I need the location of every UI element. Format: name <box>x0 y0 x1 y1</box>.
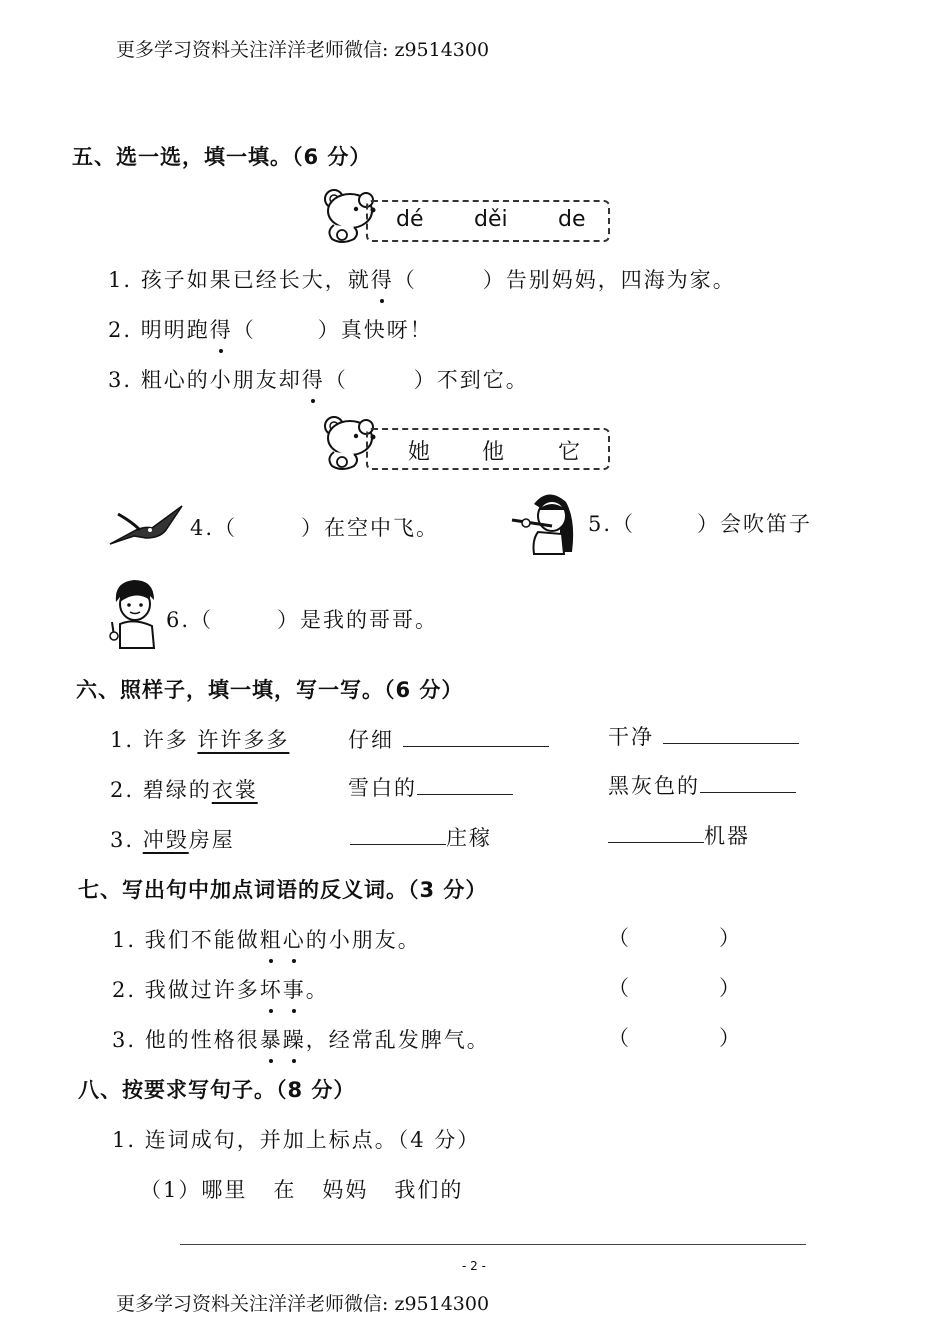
s5-question-6: 6.（ ）是我的哥哥。 <box>166 608 439 632</box>
swallow-bird-icon <box>106 500 186 550</box>
s8-sub1: 1. 连词成句，并加上标点。（4 分） <box>112 1128 481 1152</box>
s6-row1-example: 1. 许多 许许多多 <box>110 728 290 752</box>
section8-title: 八、按要求写句子。（8 分） <box>78 1078 356 1102</box>
s7-answer-3: （ ） <box>608 1026 742 1050</box>
s7-answer-2: （ ） <box>608 976 742 1000</box>
pronoun-option-box <box>366 428 610 470</box>
girl-playing-flute-icon <box>508 490 584 556</box>
s7-question-2: 2. 我做过许多坏事。 <box>112 974 329 1004</box>
boy-pointing-icon <box>108 578 164 650</box>
s6-row3-example: 3. 冲毁房屋 <box>110 828 235 852</box>
option-she: 她 <box>408 440 431 465</box>
option-he: 他 <box>482 440 505 465</box>
s7-answer-1: （ ） <box>608 926 742 950</box>
s8-item1: （1）哪里 在 妈妈 我们的 <box>140 1178 464 1202</box>
pinyin-option-box <box>366 200 610 242</box>
s7-question-3: 3. 他的性格很暴躁，经常乱发脾气。 <box>112 1024 490 1054</box>
s5-question-4: 4.（ ）在空中飞。 <box>190 516 440 540</box>
option-de: de <box>558 207 586 232</box>
s5-question-3: 3. 粗心的小朋友却得（ ）不到它。 <box>108 364 529 394</box>
s6-row3-item2: 庄稼 <box>350 822 492 852</box>
page-number: - 2 - <box>462 1259 486 1273</box>
answer-line <box>180 1244 806 1245</box>
s6-row3-item3: 机器 <box>608 820 750 850</box>
s6-row1-item3: 干净 <box>608 721 799 751</box>
footer-note: 更多学习资料关注洋洋老师微信: z9514300 <box>116 1293 490 1315</box>
section5-title: 五、选一选，填一填。（6 分） <box>72 145 372 169</box>
s5-question-2: 2. 明明跑得（ ）真快呀！ <box>108 314 433 344</box>
option-de2: dé <box>396 207 424 232</box>
s6-row2-example: 2. 碧绿的衣裳 <box>110 778 258 802</box>
option-it: 它 <box>558 440 581 465</box>
s6-row1-item2: 仔细 <box>348 724 549 754</box>
s6-row2-item3: 黑灰色的 <box>608 770 796 800</box>
s5-question-1: 1. 孩子如果已经长大，就得（ ）告别妈妈，四海为家。 <box>108 264 736 294</box>
s5-question-5: 5.（ ）会吹笛子 <box>588 512 813 536</box>
s7-question-1: 1. 我们不能做粗心的小朋友。 <box>112 924 421 954</box>
option-dei3: děi <box>474 207 508 232</box>
header-note: 更多学习资料关注洋洋老师微信: z9514300 <box>116 39 490 61</box>
section6-title: 六、照样子，填一填，写一写。（6 分） <box>76 678 464 702</box>
s6-row2-item2: 雪白的 <box>348 772 513 802</box>
section7-title: 七、写出句中加点词语的反义词。（3 分） <box>78 878 488 902</box>
